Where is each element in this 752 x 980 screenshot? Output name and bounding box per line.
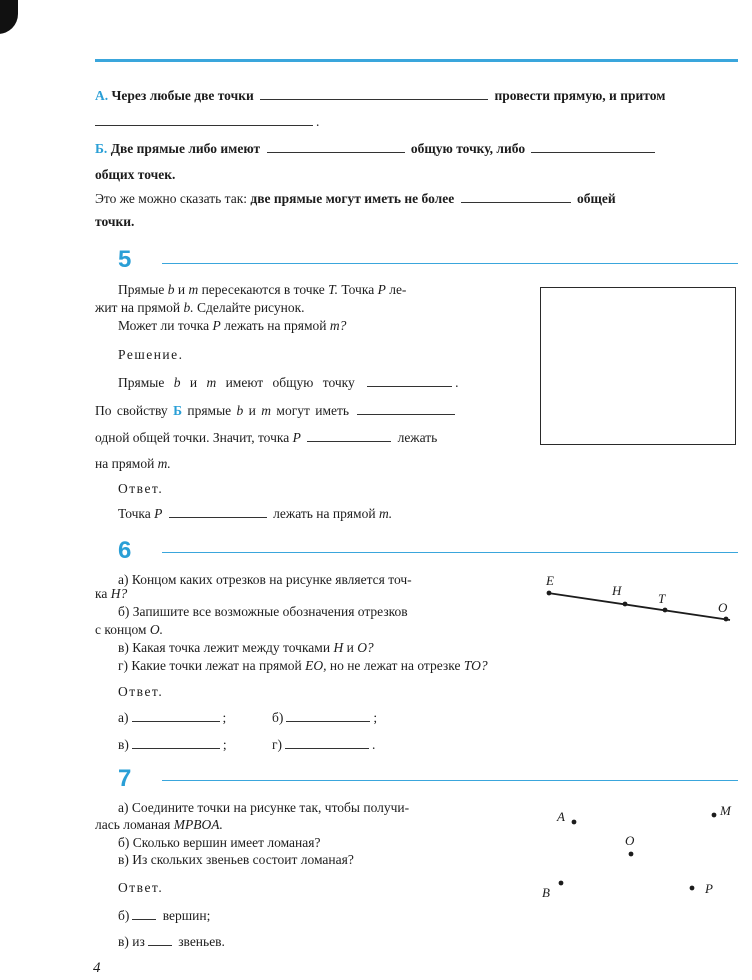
- t7-ans-b: б): [118, 908, 130, 923]
- task5-answer-line: [118, 506, 392, 522]
- block-b-text2: общую точку, либо: [410, 141, 526, 156]
- t5-P: P: [292, 430, 301, 445]
- task7-answer-c: [118, 934, 225, 950]
- t7-text: звеньев.: [178, 934, 225, 949]
- t5-m: m?: [329, 318, 347, 333]
- block-b-line3c: общей: [576, 191, 616, 206]
- task7-number: 7: [118, 765, 132, 792]
- point-b: [559, 881, 564, 886]
- task5-answer-label: Ответ.: [118, 481, 164, 496]
- task6-figure: [530, 568, 745, 633]
- t7-mpboa: MPBOA.: [173, 817, 223, 832]
- task5-solution-label: Решение.: [118, 347, 184, 362]
- label-t: T: [658, 591, 666, 606]
- block-b-letter: Б.: [95, 141, 108, 156]
- task6-blank-c[interactable]: [132, 747, 220, 749]
- block-b-line3b: две прямые могут иметь не более: [250, 191, 455, 206]
- t5-and: и: [177, 282, 186, 297]
- t5-P: P: [154, 506, 163, 521]
- t6-ans-a: а): [118, 710, 129, 725]
- t6-text: с концом: [95, 622, 147, 637]
- task6-c-line: [118, 640, 374, 656]
- t5-text: прямые: [187, 403, 232, 418]
- t5-text: пересекаются в точке: [201, 282, 325, 297]
- task5-number: 5: [118, 246, 132, 273]
- t5-m: m: [206, 375, 217, 390]
- t5-text: жит на прямой: [95, 300, 181, 315]
- t6-TO: TO?: [463, 658, 488, 673]
- t5-text: Сделайте рисунок.: [197, 300, 305, 315]
- t6-semi: ;: [222, 737, 227, 752]
- t6-ans-d: г): [272, 737, 283, 752]
- task5-answer-blank[interactable]: [169, 516, 267, 518]
- task5-drawing-box[interactable]: [540, 287, 736, 445]
- t5-text: имеют общую точку: [225, 375, 355, 390]
- t5-dot: .: [455, 375, 459, 390]
- block-a-blank2[interactable]: [95, 124, 313, 126]
- t5-and: и: [248, 403, 256, 418]
- t5-T: T.: [328, 282, 339, 297]
- task5-sol-line4: [95, 456, 171, 472]
- label-h: H: [612, 583, 622, 598]
- task7-answer-label: Ответ.: [118, 880, 164, 895]
- task6-answer-row1b: [272, 710, 377, 726]
- label-o7: O: [625, 833, 635, 848]
- point-e: [547, 591, 552, 596]
- t6-O: O.: [149, 622, 163, 637]
- t6-H: H: [333, 640, 344, 655]
- block-a-text1: Через любые две точки: [111, 88, 254, 103]
- block-a-end: .: [316, 114, 320, 129]
- point-p: [690, 886, 695, 891]
- label-b: B: [542, 885, 550, 900]
- point-h: [623, 602, 628, 607]
- task5-sol-line1: [118, 375, 459, 391]
- t5-m: m: [261, 403, 272, 418]
- top-rule: [95, 59, 738, 62]
- label-o: O: [718, 600, 728, 615]
- t6-semi: ;: [373, 710, 378, 725]
- t5-text: лежать: [397, 430, 438, 445]
- point-o: [724, 617, 729, 622]
- task6-answer-row2b: [272, 737, 375, 753]
- t5-m: m: [188, 282, 199, 297]
- t5-b: b: [167, 282, 175, 297]
- task7-a-line1: а) Соедините точки на рисунке так, чтобы получи-: [118, 800, 410, 815]
- block-b-line4: точки.: [95, 214, 135, 229]
- block-a-blank1[interactable]: [260, 98, 488, 100]
- task6-number: 6: [118, 537, 132, 564]
- t6-ans-c: в): [118, 737, 129, 752]
- label-a: A: [557, 809, 565, 824]
- block-b-blank3[interactable]: [461, 201, 571, 203]
- page-number: 4: [93, 960, 101, 976]
- label-p: P: [705, 881, 713, 896]
- t7-text: лась ломаная: [95, 817, 171, 832]
- task6-b-line1: б) Запишите все возможные обозначения отрезков: [118, 604, 408, 619]
- point-t: [663, 608, 668, 613]
- point-o7: [629, 852, 634, 857]
- t6-O: O?: [357, 640, 374, 655]
- t5-m: m.: [378, 506, 393, 521]
- t5-text: одной общей точки. Значит, точка: [95, 430, 290, 445]
- task7-answer-b: [118, 908, 210, 924]
- t5-P: P: [377, 282, 386, 297]
- task6-b-line2: [95, 622, 163, 638]
- line-eo: [548, 593, 730, 620]
- t5-text: лежать на прямой: [273, 506, 376, 521]
- t5-text: Точка: [341, 282, 375, 297]
- t5-text: лежать на прямой: [224, 318, 327, 333]
- task6-answer-label: Ответ.: [118, 684, 164, 699]
- task5-sol-line3: [95, 430, 437, 446]
- block-b-text1: Две прямые либо имеют: [110, 141, 261, 156]
- t5-b: b: [236, 403, 244, 418]
- block-b-line1: [95, 141, 658, 157]
- t6-text: г) Какие точки лежат на прямой: [118, 658, 302, 673]
- label-e: E: [546, 573, 554, 588]
- block-b-line3a: Это же можно сказать так:: [95, 191, 248, 206]
- task5-blank3[interactable]: [307, 440, 391, 442]
- point-a: [572, 820, 577, 825]
- block-a-letter: А.: [95, 88, 109, 103]
- t6-text: ка: [95, 586, 108, 601]
- task7-blank-b[interactable]: [132, 918, 156, 920]
- t5-b: b.: [183, 300, 194, 315]
- t5-text: По свойству: [95, 403, 168, 418]
- t5-text: могут иметь: [276, 403, 350, 418]
- t6-text: в) Какая точка лежит между точками: [118, 640, 331, 655]
- t6-text: и: [346, 640, 354, 655]
- task5-rule: [162, 263, 738, 264]
- task6-blank-a[interactable]: [132, 720, 220, 722]
- t5-b: b: [173, 375, 181, 390]
- task6-a-line1: а) Концом каких отрезков на рисунке является точ-: [118, 572, 412, 587]
- point-m: [712, 813, 717, 818]
- block-b-blank2[interactable]: [531, 151, 655, 153]
- task6-a-line2: [95, 586, 127, 602]
- t7-ans-c: в) из: [118, 934, 145, 949]
- block-b-line3: [95, 191, 616, 207]
- task5-blank2[interactable]: [357, 413, 455, 415]
- t5-text: ле-: [389, 282, 407, 297]
- task5-question: [118, 318, 346, 334]
- t5-text: на прямой: [95, 456, 155, 471]
- task6-d-line: [118, 658, 488, 674]
- task7-c-line: в) Из скольких звеньев состоит ломаная?: [118, 852, 354, 867]
- task7-b-line: б) Сколько вершин имеет ломаная?: [118, 835, 321, 850]
- t5-text: Точка: [118, 506, 151, 521]
- t5-text: Прямые: [118, 282, 165, 297]
- block-b-blank1[interactable]: [267, 151, 405, 153]
- t6-semi: ;: [222, 710, 227, 725]
- t6-EO: EO,: [305, 658, 327, 673]
- t6-ans-b: б): [272, 710, 284, 725]
- task5-sol-line2: [95, 403, 458, 419]
- task6-answer-row2: [118, 737, 227, 753]
- label-m: M: [720, 803, 731, 818]
- t6-H: H?: [110, 586, 128, 601]
- task7-blank-c[interactable]: [148, 944, 172, 946]
- t5-ref-b: Б: [173, 403, 182, 418]
- task7-rule: [162, 780, 738, 781]
- block-a-text2: провести прямую, и притом: [494, 88, 666, 103]
- task5-line1: [118, 282, 406, 298]
- t7-text: вершин;: [162, 908, 211, 923]
- block-b-line2: общих точек.: [95, 167, 176, 182]
- task6-rule: [162, 552, 738, 553]
- t5-and: и: [189, 375, 198, 390]
- task5-blank1[interactable]: [367, 385, 452, 387]
- task6-blank-d[interactable]: [285, 747, 369, 749]
- block-a-line2: [95, 114, 319, 130]
- task6-answer-row1: [118, 710, 226, 726]
- t5-text: Может ли точка: [118, 318, 210, 333]
- block-a-line1: [95, 88, 665, 104]
- task7-figure: [530, 795, 745, 905]
- t6-dot: .: [372, 737, 376, 752]
- task5-line2: [95, 300, 305, 316]
- t6-text: но не лежат на отрезке: [329, 658, 461, 673]
- page-corner-shadow: [0, 0, 18, 34]
- task7-a-line2: [95, 817, 223, 833]
- t5-text: Прямые: [118, 375, 165, 390]
- t5-P: P: [212, 318, 221, 333]
- task6-blank-b[interactable]: [286, 720, 370, 722]
- t5-m: m.: [157, 456, 171, 471]
